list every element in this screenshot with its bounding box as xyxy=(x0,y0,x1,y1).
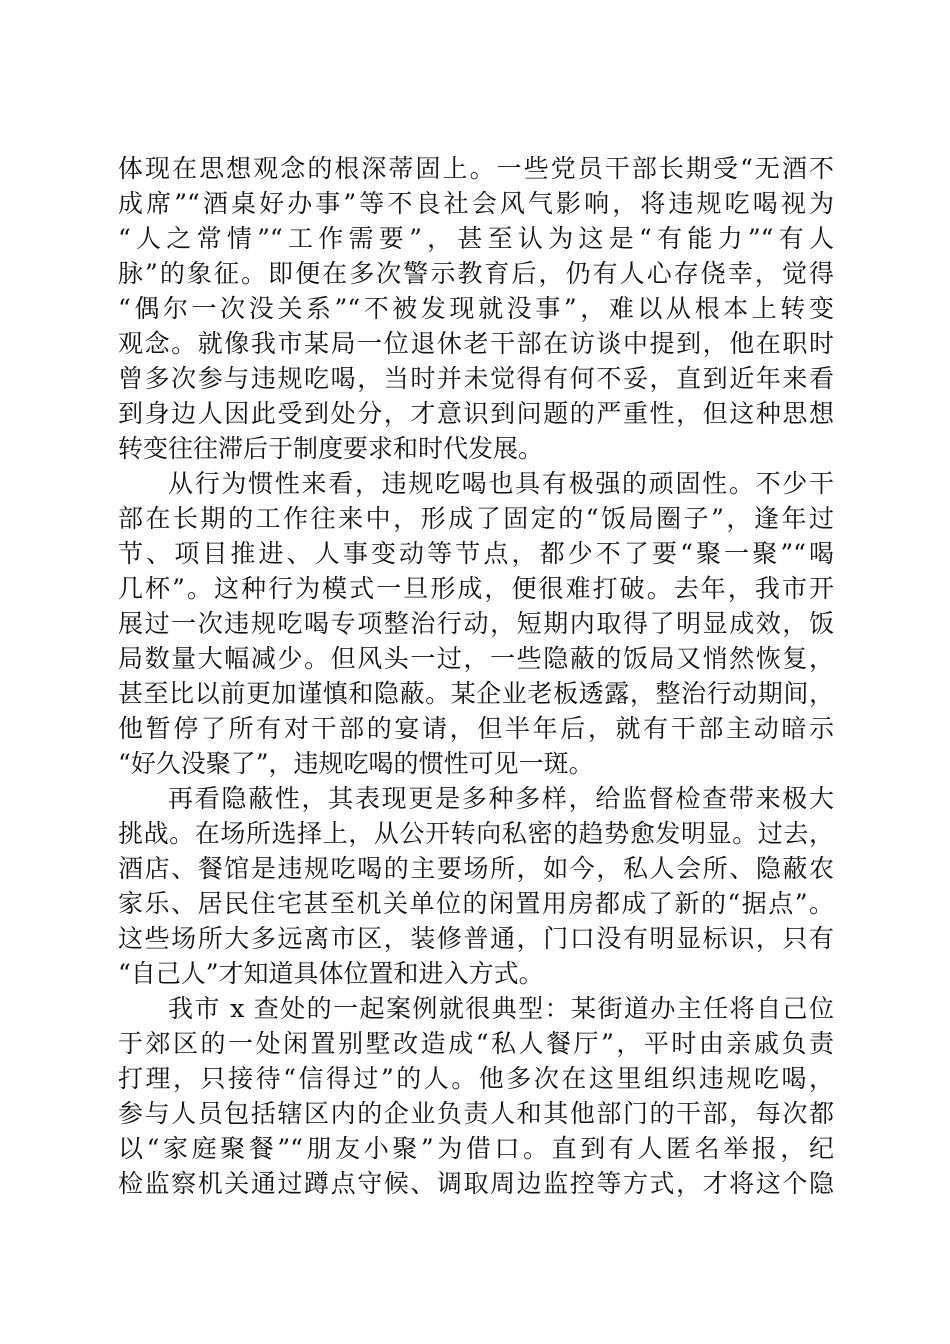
text-line: 于郊区的一处闲置别墅改造成“私人餐厅”，平时由亲戚负责 xyxy=(118,1029,834,1058)
text-line: 这些场所大多远离市区，装修普通，门口没有明显标识，只有 xyxy=(118,924,834,953)
text-line: 部在长期的工作往来中，形成了固定的“饭局圈子”，逢年过 xyxy=(118,504,834,533)
text-line: 他暂停了所有对干部的宴请，但半年后，就有干部主动暗示 xyxy=(118,714,834,743)
text-line: 以“家庭聚餐”“朋友小聚”为借口。直到有人匿名举报，纪 xyxy=(118,1134,834,1163)
text-line: 展过一次违规吃喝专项整治行动，短期内取得了明显成效，饭 xyxy=(118,609,834,638)
text-line: 脉”的象征。即便在多次警示教育后，仍有人心存侥幸，觉得 xyxy=(118,259,834,288)
text-line: 再看隐蔽性，其表现更是多种多样，给监督检查带来极大 xyxy=(168,784,834,813)
text-line: 打理，只接待“信得过”的人。他多次在这里组织违规吃喝， xyxy=(118,1064,834,1093)
text-line: 参与人员包括辖区内的企业负责人和其他部门的干部，每次都 xyxy=(118,1099,834,1128)
text-line: 转变往往滞后于制度要求和时代发展。 xyxy=(118,434,544,463)
text-line: 检监察机关通过蹲点守候、调取周边监控等方式，才将这个隐 xyxy=(118,1169,834,1198)
text-line: 家乐、居民住宅甚至机关单位的闲置用房都成了新的“据点”。 xyxy=(118,889,834,918)
text-line: 体现在思想观念的根深蒂固上。一些党员干部长期受“无酒不 xyxy=(118,154,834,183)
text-line: 局数量大幅减少。但风头一过，一些隐蔽的饭局又悄然恢复， xyxy=(118,644,834,673)
text-line: 曾多次参与违规吃喝，当时并未觉得有何不妥，直到近年来看 xyxy=(118,364,834,393)
text-line: “人之常情”“工作需要”，甚至认为这是“有能力”“有人 xyxy=(118,224,834,253)
text-line: “好久没聚了”，违规吃喝的惯性可见一斑。 xyxy=(118,749,594,778)
text-line: 节、项目推进、人事变动等节点，都少不了要“聚一聚”“喝 xyxy=(118,539,834,568)
body-text xyxy=(118,151,834,1201)
text-line: 观念。就像我市某局一位退休老干部在访谈中提到，他在职时 xyxy=(118,329,834,358)
text-line: 酒店、餐馆是违规吃喝的主要场所，如今，私人会所、隐蔽农 xyxy=(118,854,834,883)
text-line: “偶尔一次没关系”“不被发现就没事”，难以从根本上转变 xyxy=(118,294,834,323)
text-line: 挑战。在场所选择上，从公开转向私密的趋势愈发明显。过去， xyxy=(118,819,834,848)
text-line: 甚至比以前更加谨慎和隐蔽。某企业老板透露，整治行动期间， xyxy=(118,679,834,708)
text-line: 从行为惯性来看，违规吃喝也具有极强的顽固性。不少干 xyxy=(168,469,834,498)
text-line: 到身边人因此受到处分，才意识到问题的严重性，但这种思想 xyxy=(118,399,834,428)
text-line: 我市 x 查处的一起案例就很典型：某街道办主任将自己位 xyxy=(168,994,834,1023)
text-line: 成席”“酒桌好办事”等不良社会风气影响，将违规吃喝视为 xyxy=(118,189,834,218)
text-line: 几杯”。这种行为模式一旦形成，便很难打破。去年，我市开 xyxy=(118,574,834,603)
text-line: “自己人”才知道具体位置和进入方式。 xyxy=(118,959,544,988)
